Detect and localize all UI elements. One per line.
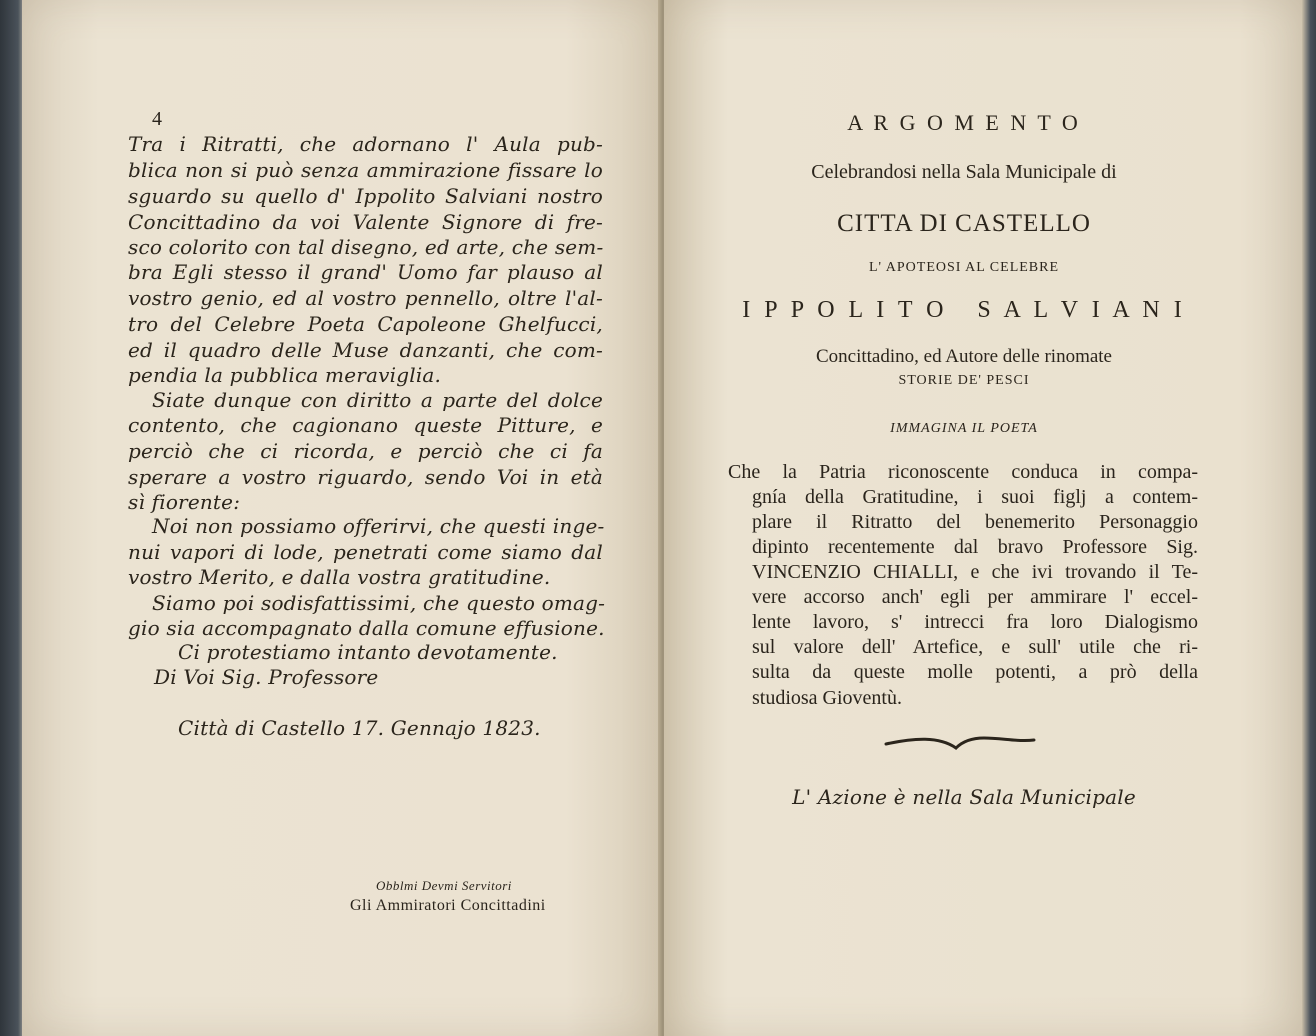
body-line: Siate dunque con diritto a parte del dolce bbox=[152, 388, 603, 412]
argument-line: lente lavoro, s' intrecci fra loro Dialogismo bbox=[752, 611, 1198, 633]
honoree-name: I P P O L I T O S A L V I A N I bbox=[742, 297, 1186, 323]
imagines-line: IMMAGINA IL POETA bbox=[890, 421, 1038, 436]
page-number: 4 bbox=[152, 108, 162, 130]
body-line: sperare a vostro riguardo, sendo Voi in età bbox=[128, 465, 603, 489]
body-line: pendia la pubblica meraviglia. bbox=[128, 363, 442, 387]
body-line: Tra i Ritratti, che adornano l' Aula pub- bbox=[128, 132, 603, 156]
signature-admirers: Gli Ammiratori Concittadini bbox=[350, 897, 546, 914]
body-line: Ci protestiamo intanto devotamente. bbox=[178, 640, 558, 664]
signature-servants: Obblmi Devmi Servitori bbox=[376, 878, 512, 893]
body-line: sì fiorente: bbox=[128, 490, 241, 514]
argument-line: dipinto recentemente dal bravo Professore Sig. bbox=[752, 536, 1198, 558]
body-line: perciò che ci ricorda, e perciò che ci fa bbox=[128, 439, 603, 463]
argument-line: sul valore dell' Artefice, e sull' utile che ri- bbox=[752, 636, 1198, 658]
body-line: blica non si può senza ammirazione fissare lo bbox=[128, 158, 603, 182]
argument-line: gnía della Gratitudine, i suoi figlj a contem- bbox=[752, 486, 1198, 508]
body-line: vostro genio, ed al vostro pennello, oltre l'al- bbox=[128, 286, 603, 310]
body-line: Noi non possiamo offerirvi, che questi inge- bbox=[152, 514, 605, 538]
intro-line: Celebrandosi nella Sala Municipale di bbox=[811, 161, 1117, 183]
body-line: sco colorito con tal disegno, ed arte, che sem- bbox=[128, 235, 604, 259]
body-line: nui vapori di lode, penetrati come siamo dal bbox=[128, 540, 603, 564]
ornament-flourish bbox=[884, 732, 1036, 754]
page-heading: A R G O M E N T O bbox=[847, 110, 1081, 135]
body-line: sguardo su quello d' Ippolito Salviani nostro bbox=[128, 184, 603, 208]
city-title: CITTA DI CASTELLO bbox=[837, 210, 1091, 237]
body-line: Concittadino da voi Valente Signore di fre- bbox=[128, 210, 603, 234]
argument-line: Che la Patria riconoscente conduca in compa- bbox=[728, 461, 1198, 483]
date-line: Città di Castello 17. Gennajo 1823. bbox=[178, 716, 541, 740]
work-title: STORIE DE' PESCI bbox=[898, 373, 1030, 388]
page-edge bbox=[1302, 0, 1316, 1036]
body-line: bra Egli stesso il grand' Uomo far plauso al bbox=[128, 260, 603, 284]
body-line: Siamo poi sodisfattissimi, che questo omag- bbox=[152, 591, 606, 615]
argument-line: vere accorso anch' egli per ammirare l' eccel- bbox=[752, 586, 1198, 608]
body-line: vostro Merito, e dalla vostra gratitudine. bbox=[128, 565, 551, 589]
argument-line: studiosa Gioventù. bbox=[752, 687, 902, 709]
body-line: Di Voi Sig. Professore bbox=[154, 665, 379, 689]
argument-line: VINCENZIO CHIALLI, e che ivi trovando il Te- bbox=[752, 561, 1198, 583]
body-line: ed il quadro delle Muse danzanti, che com- bbox=[128, 338, 603, 362]
body-line: contento, che cagionano queste Pitture, e bbox=[128, 413, 603, 437]
argument-line: plare il Ritratto del benemerito Personaggio bbox=[752, 511, 1198, 533]
apotheosis-line: L' APOTEOSI AL CELEBRE bbox=[868, 260, 1060, 275]
subtitle-line: Concittadino, ed Autore delle rinomate bbox=[815, 346, 1112, 367]
argument-line: sulta da queste molle potenti, a prò della bbox=[752, 661, 1198, 683]
body-line: tro del Celebre Poeta Capoleone Ghelfucci, bbox=[128, 312, 603, 336]
body-line: gio sia accompagnato dalla comune effusione. bbox=[128, 616, 605, 640]
closing-line: L' Azione è nella Sala Municipale bbox=[792, 785, 1136, 809]
